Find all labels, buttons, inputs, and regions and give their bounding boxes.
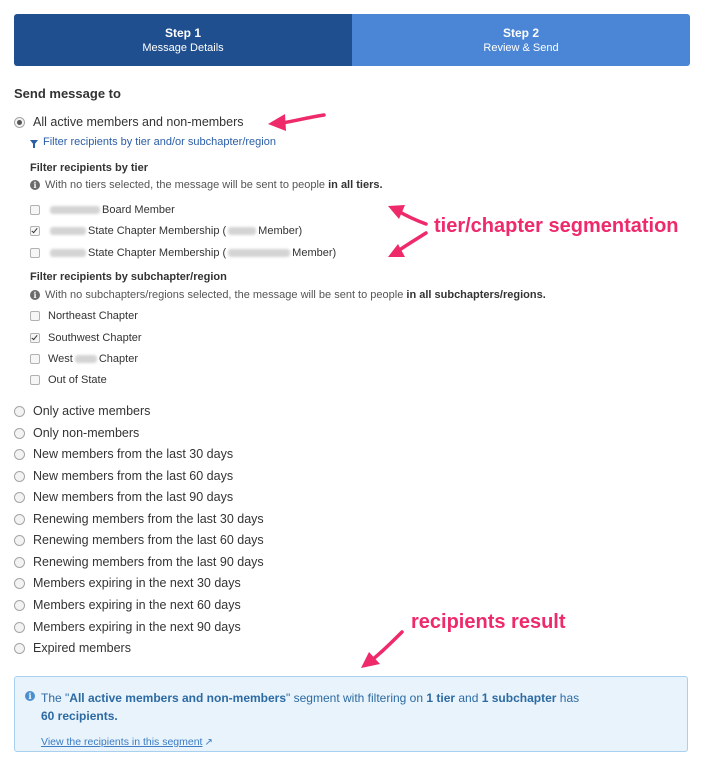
- radio-button[interactable]: [14, 535, 25, 546]
- arrow-result: [372, 632, 402, 660]
- radio-segment[interactable]: [14, 402, 150, 420]
- result-subchapter-count: 1 subchapter: [481, 691, 557, 705]
- filter-link-label: Filter recipients by tier and/or subchapter/region: [43, 136, 276, 148]
- tier-filter-heading: Filter recipients by tier: [30, 162, 148, 174]
- radio-label: Renewing members from the last 30 days: [33, 512, 264, 526]
- radio-button[interactable]: [14, 557, 25, 568]
- arrow-all-members: [282, 115, 324, 123]
- tier-checkbox-state-2[interactable]: [30, 245, 336, 261]
- radio-label: Renewing members from the last 90 days: [33, 555, 264, 569]
- arrow-head: [268, 114, 286, 131]
- radio-label: Members expiring in the next 60 days: [33, 598, 241, 612]
- step-label: Message Details: [142, 41, 224, 54]
- checkbox[interactable]: [30, 226, 40, 236]
- checkbox-label: Board Member: [102, 204, 175, 216]
- info-icon: i: [25, 691, 35, 701]
- redacted-text: [75, 355, 97, 363]
- wizard-steps: [14, 14, 690, 66]
- checkbox[interactable]: [30, 248, 40, 258]
- redacted-text: [50, 249, 86, 257]
- arrow-head: [388, 244, 405, 257]
- step-1-tab[interactable]: [14, 14, 352, 66]
- step-label: Review & Send: [483, 41, 559, 54]
- view-recipients-link-label: View the recipients in this segment: [41, 736, 203, 748]
- result-link-row: [41, 725, 675, 752]
- radio-button[interactable]: [14, 643, 25, 654]
- tier-info-text: With no tiers selected, the message will be sent to people: [45, 179, 326, 191]
- radio-label: Only active members: [33, 404, 151, 418]
- subchapter-checkbox-southwest[interactable]: [30, 330, 142, 346]
- radio-segment[interactable]: [14, 445, 233, 463]
- radio-button[interactable]: [14, 578, 25, 589]
- radio-label: New members from the last 30 days: [33, 447, 234, 461]
- radio-label: New members from the last 60 days: [33, 469, 234, 483]
- checkbox[interactable]: [30, 354, 40, 364]
- checkbox-label: Northeast Chapter: [48, 310, 138, 322]
- send-message-to-heading: Send message to: [14, 86, 121, 101]
- radio-button[interactable]: [14, 117, 25, 128]
- tier-info: [30, 179, 383, 191]
- radio-label: Members expiring in the next 30 days: [33, 576, 241, 590]
- checkbox-label: Out of State: [48, 374, 107, 386]
- redacted-text: [228, 249, 290, 257]
- annotation-tier-segmentation: tier/chapter segmentation: [434, 215, 679, 237]
- recipients-result-box: [14, 676, 688, 752]
- external-link-icon: ↗: [204, 737, 213, 748]
- subchapter-info-text: With no subchapters/regions selected, the message will be sent to people: [45, 289, 404, 301]
- checkbox-label: Southwest Chapter: [48, 332, 142, 344]
- radio-segment[interactable]: [14, 574, 241, 592]
- checkbox-label: State Chapter Membership (: [88, 225, 227, 237]
- radio-segment[interactable]: [14, 618, 241, 636]
- subchapter-info-bold: in all subchapters/regions.: [406, 289, 546, 301]
- radio-segment[interactable]: [14, 488, 233, 506]
- result-text: [41, 689, 675, 725]
- tier-info-bold: in all tiers.: [328, 179, 383, 191]
- step-number: Step 2: [502, 25, 539, 40]
- radio-button[interactable]: [14, 428, 25, 439]
- arrow-tier-2: [398, 233, 426, 251]
- subchapter-info: [30, 289, 546, 301]
- subchapter-checkbox-west[interactable]: [30, 351, 138, 367]
- tier-checkbox-board[interactable]: [30, 202, 175, 218]
- subchapter-checkbox-out-of-state[interactable]: [30, 372, 107, 388]
- subchapter-filter-heading: Filter recipients by subchapter/region: [30, 271, 227, 283]
- radio-button[interactable]: [14, 471, 25, 482]
- redacted-text: [50, 227, 86, 235]
- step-2-tab[interactable]: [352, 14, 690, 66]
- filter-recipients-link[interactable]: [30, 136, 276, 148]
- radio-segment[interactable]: [14, 639, 131, 657]
- result-recipient-count: 60 recipients.: [41, 709, 118, 723]
- checkbox-label-end: Member): [292, 247, 337, 259]
- result-text-part: The ": [41, 691, 70, 705]
- info-icon: i: [30, 290, 40, 300]
- arrow-head: [388, 205, 405, 219]
- radio-button[interactable]: [14, 514, 25, 525]
- checkbox-label: State Chapter Membership (: [88, 247, 227, 259]
- result-text-part: has: [556, 691, 580, 705]
- checkbox[interactable]: [30, 375, 40, 385]
- checkbox[interactable]: [30, 333, 40, 343]
- result-segment-name: All active members and non-members: [69, 691, 287, 705]
- result-text-part: and: [455, 691, 482, 705]
- radio-label: New members from the last 90 days: [33, 490, 234, 504]
- annotation-recipients-result: recipients result: [411, 611, 566, 633]
- arrow-tier-1: [398, 211, 426, 224]
- tier-checkbox-state-1[interactable]: [30, 223, 302, 239]
- checkbox[interactable]: [30, 311, 40, 321]
- checkbox[interactable]: [30, 205, 40, 215]
- checkbox-label-end: Chapter: [98, 353, 138, 365]
- checkbox-label-end: Member): [258, 225, 303, 237]
- radio-label: Members expiring in the next 90 days: [33, 620, 241, 634]
- radio-button[interactable]: [14, 406, 25, 417]
- info-icon: i: [30, 180, 40, 190]
- subchapter-checkbox-northeast[interactable]: [30, 308, 138, 324]
- view-recipients-link[interactable]: [41, 733, 213, 752]
- radio-button[interactable]: [14, 622, 25, 633]
- radio-all-members[interactable]: [14, 113, 244, 131]
- radio-segment[interactable]: [14, 531, 264, 549]
- radio-segment[interactable]: [14, 553, 264, 571]
- result-text-part: " segment with filtering on: [286, 691, 427, 705]
- funnel-icon: [30, 140, 38, 145]
- radio-segment[interactable]: [14, 510, 264, 528]
- radio-segment[interactable]: [14, 467, 233, 485]
- radio-label: Only non-members: [33, 426, 140, 440]
- checkbox-label: West: [48, 353, 73, 365]
- radio-segment[interactable]: [14, 596, 241, 614]
- radio-button[interactable]: [14, 492, 25, 503]
- radio-segment[interactable]: [14, 424, 139, 442]
- radio-button[interactable]: [14, 449, 25, 460]
- redacted-text: [50, 206, 100, 214]
- radio-label: All active members and non-members: [33, 115, 244, 129]
- redacted-text: [228, 227, 256, 235]
- radio-label: Expired members: [33, 641, 131, 655]
- step-number: Step 1: [164, 25, 201, 40]
- result-tier-count: 1 tier: [426, 691, 456, 705]
- arrow-head: [361, 652, 380, 668]
- radio-label: Renewing members from the last 60 days: [33, 533, 264, 547]
- radio-button[interactable]: [14, 600, 25, 611]
